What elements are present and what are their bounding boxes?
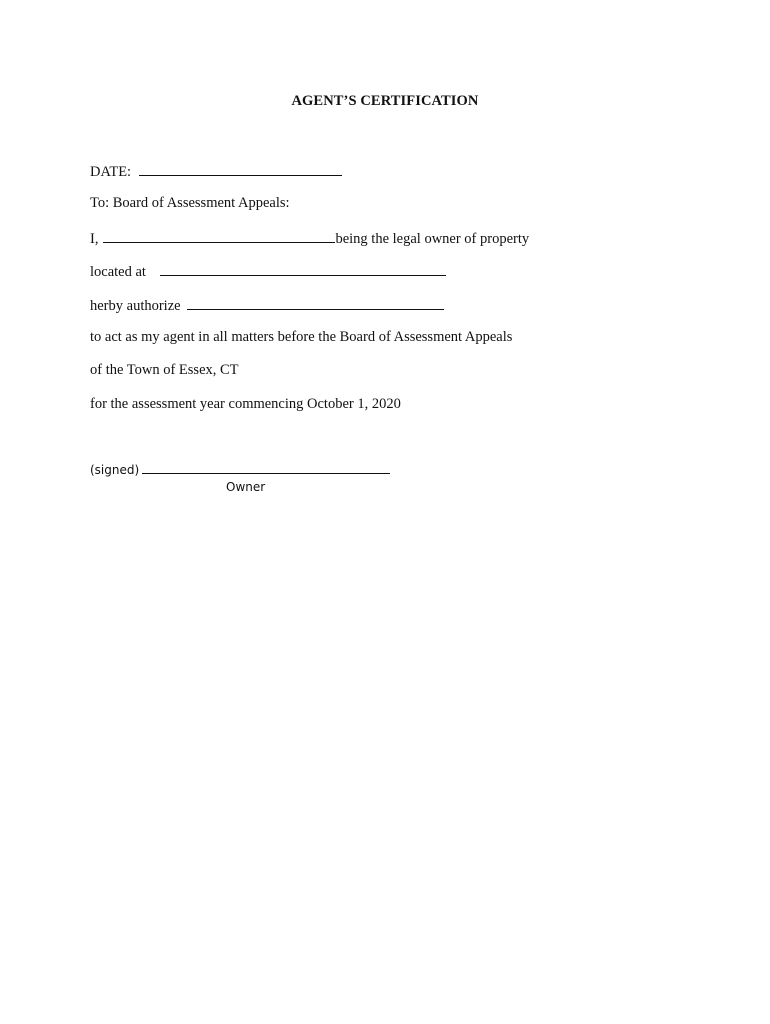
signed-label: (signed) <box>90 463 140 477</box>
owner-suffix: being the legal owner of property <box>335 231 530 247</box>
assessment-year-line: for the assessment year commencing October 1, 2020 <box>90 396 401 412</box>
signature-field[interactable] <box>142 463 390 474</box>
signature-line <box>90 463 390 477</box>
recipient-line: To: Board of Assessment Appeals: <box>90 195 290 211</box>
document-title: AGENT’S CERTIFICATION <box>291 93 479 109</box>
owner-name-field[interactable] <box>103 229 335 243</box>
date-field[interactable] <box>139 162 342 176</box>
date-label: DATE: <box>90 164 132 180</box>
town-line: of the Town of Essex, CT <box>90 362 239 378</box>
location-line <box>90 262 446 281</box>
owner-prefix: I, <box>90 231 99 247</box>
agent-scope-line: to act as my agent in all matters before the Board of Assessment Appeals <box>90 329 513 345</box>
authorize-label: herby authorize <box>90 298 181 314</box>
owner-caption: Owner <box>226 480 266 494</box>
property-location-field[interactable] <box>160 262 446 276</box>
authorize-line <box>90 296 444 315</box>
date-line <box>90 162 342 181</box>
owner-line <box>90 229 529 248</box>
located-label: located at <box>90 264 146 280</box>
agent-name-field[interactable] <box>187 296 444 310</box>
